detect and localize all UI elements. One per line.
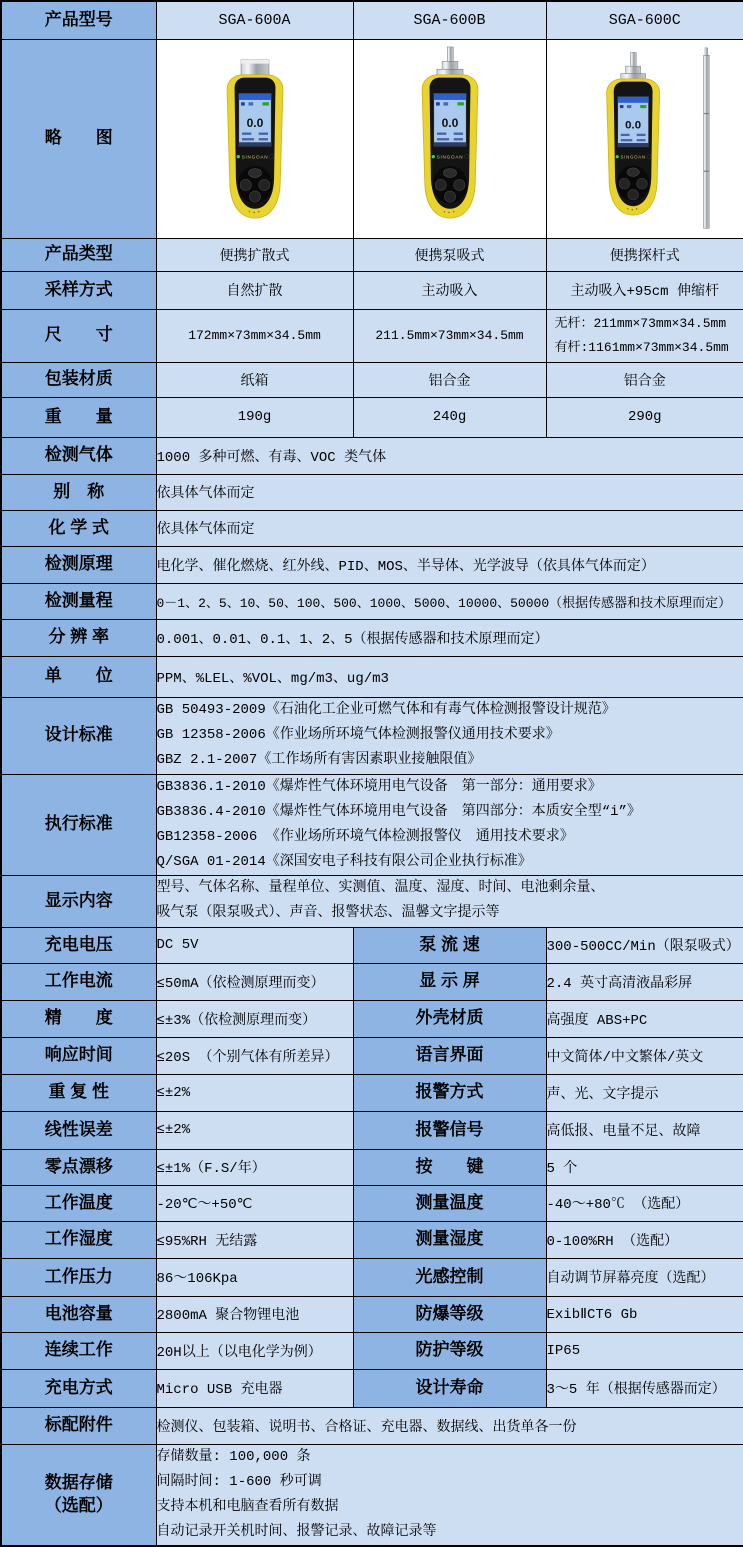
device-photo-cell-b bbox=[353, 39, 546, 238]
device-image-sga-600b bbox=[380, 46, 520, 232]
label-charging-method: 充电方式 bbox=[1, 1369, 156, 1407]
power-icon bbox=[269, 154, 273, 158]
button-pad bbox=[237, 165, 271, 202]
label-exec-standard: 执行标准 bbox=[1, 774, 156, 875]
label-sampling: 采样方式 bbox=[1, 271, 156, 309]
row-response-language bbox=[1, 1037, 743, 1074]
working-pressure-value: 86～106Kpa bbox=[156, 1258, 353, 1296]
continuous-work-value: 20H以上（以电化学为例） bbox=[156, 1332, 353, 1369]
chemical-formula-value: 依具体气体而定 bbox=[156, 510, 743, 546]
measure-humidity-value: 0-100%RH （选配） bbox=[546, 1221, 743, 1258]
display-content-line: 型号、气体名称、量程单位、实测值、温度、湿度、时间、电池剩余量、 bbox=[157, 876, 743, 901]
power-icon bbox=[464, 154, 468, 158]
label-display-screen: 显 示 屏 bbox=[353, 963, 546, 1000]
data-storage-line: 自动记录开关机时间、报警记录、故障记录等 bbox=[157, 1520, 743, 1545]
display-content-line: 吸气泵（限泵吸式）、声音、报警状态、温馨文字提示等 bbox=[157, 901, 743, 926]
working-current-value: ≤50mA（依检测原理而变） bbox=[156, 963, 353, 1000]
label-design-life: 设计寿命 bbox=[353, 1369, 546, 1407]
detect-principle-value: 电化学、催化燃烧、红外线、PID、MOS、半导体、光学波导（依具体气体而定） bbox=[156, 546, 743, 583]
data-storage-line: 间隔时间: 1-600 秒可调 bbox=[157, 1470, 743, 1495]
dimensions-a: 172mm×73mm×34.5mm bbox=[156, 309, 353, 362]
dimensions-b: 211.5mm×73mm×34.5mm bbox=[353, 309, 546, 362]
label-detect-gas: 检测气体 bbox=[1, 437, 156, 474]
light-sense-control-value: 自动调节屏幕亮度（选配） bbox=[546, 1258, 743, 1296]
row-linearity-alarm-signal bbox=[1, 1111, 743, 1149]
row-accessories bbox=[1, 1407, 743, 1444]
battery-icon bbox=[640, 105, 646, 108]
packing-c: 铝合金 bbox=[546, 362, 743, 397]
label-detect-principle: 检测原理 bbox=[1, 546, 156, 583]
label-sketch: 略 图 bbox=[1, 39, 156, 238]
label-linearity-error: 线性误差 bbox=[1, 1111, 156, 1149]
row-alias bbox=[1, 474, 743, 510]
lcd-screen bbox=[433, 93, 466, 146]
row-charge-voltage-pump-flow bbox=[1, 927, 743, 963]
packing-b: 铝合金 bbox=[353, 362, 546, 397]
alarm-mode-value: 声、光、文字提示 bbox=[546, 1074, 743, 1111]
unit-value: PPM、%LEL、%VOL、mg/m3、ug/m3 bbox=[156, 656, 743, 697]
brand-text: SINGOAN bbox=[620, 154, 645, 159]
screen-reading: 0.0 bbox=[625, 119, 641, 131]
label-response-time: 响应时间 bbox=[1, 1037, 156, 1074]
dimensions-c-line1: 无杆：211mm×73mm×34.5mm bbox=[549, 312, 742, 336]
label-chemical-formula: 化 学 式 bbox=[1, 510, 156, 546]
button-pad bbox=[617, 165, 650, 200]
row-exec-standard bbox=[1, 774, 743, 875]
measure-temp-value: -40～+80℃ （选配） bbox=[546, 1185, 743, 1221]
row-chemical-formula bbox=[1, 510, 743, 546]
exec-standard-line: GB3836.1-2010《爆炸性气体环境用电气设备 第一部分：通用要求》 bbox=[157, 775, 743, 800]
label-design-standard: 设计标准 bbox=[1, 697, 156, 774]
design-standard-value bbox=[156, 697, 743, 774]
battery-icon bbox=[457, 102, 464, 105]
label-explosion-proof-grade: 防爆等级 bbox=[353, 1296, 546, 1332]
row-unit bbox=[1, 656, 743, 697]
exec-standard-line: Q/SGA 01-2014《深国安电子科技有限公司企业执行标准》 bbox=[157, 850, 743, 875]
row-display-content bbox=[1, 875, 743, 927]
row-accuracy-shell bbox=[1, 1000, 743, 1037]
model-name-a: SGA-600A bbox=[156, 1, 353, 39]
repeatability-value: ≤±2% bbox=[156, 1074, 353, 1111]
label-language-ui: 语言界面 bbox=[353, 1037, 546, 1074]
status-led bbox=[431, 154, 434, 157]
linearity-error-value: ≤±2% bbox=[156, 1111, 353, 1149]
weight-a: 190g bbox=[156, 397, 353, 437]
label-alarm-signal: 报警信号 bbox=[353, 1111, 546, 1149]
working-humidity-value: ≤95%RH 无结露 bbox=[156, 1221, 353, 1258]
resolution-value: 0.001、0.01、0.1、1、2、5（根据传感器和技术原理而定） bbox=[156, 619, 743, 656]
label-dimensions: 尺 寸 bbox=[1, 309, 156, 362]
accuracy-value: ≤±3%（依检测原理而变） bbox=[156, 1000, 353, 1037]
label-weight: 重 量 bbox=[1, 397, 156, 437]
row-pressure-light-control bbox=[1, 1258, 743, 1296]
row-product-model bbox=[1, 1, 743, 39]
label-alias: 别 称 bbox=[1, 474, 156, 510]
design-standard-line: GB 12358-2006《作业场所环境气体检测报警仪通用技术要求》 bbox=[157, 723, 743, 748]
label-keys: 按 键 bbox=[353, 1149, 546, 1185]
screen-reading: 0.0 bbox=[246, 115, 263, 129]
working-temp-value: -20℃～+50℃ bbox=[156, 1185, 353, 1221]
model-name-b: SGA-600B bbox=[353, 1, 546, 39]
sampling-c: 主动吸入+95cm 伸缩杆 bbox=[546, 271, 743, 309]
row-current-display bbox=[1, 963, 743, 1000]
row-detect-range bbox=[1, 583, 743, 619]
label-repeatability: 重 复 性 bbox=[1, 1074, 156, 1111]
accessories-value: 检测仪、包装箱、说明书、合格证、充电器、数据线、出货单各一份 bbox=[156, 1407, 743, 1444]
design-standard-line: GBZ 2.1-2007《工作场所有害因素职业接触限值》 bbox=[157, 748, 743, 773]
row-continuous-work-protection bbox=[1, 1332, 743, 1369]
zero-drift-value: ≤±1%（F.S/年） bbox=[156, 1149, 353, 1185]
row-design-standard bbox=[1, 697, 743, 774]
keys-value: 5 个 bbox=[546, 1149, 743, 1185]
data-storage-label-line1: 数据存储 bbox=[2, 1472, 156, 1495]
power-icon bbox=[647, 154, 651, 158]
label-packing: 包装材质 bbox=[1, 362, 156, 397]
row-packing bbox=[1, 362, 743, 397]
sampling-a: 自然扩散 bbox=[156, 271, 353, 309]
lcd-screen bbox=[238, 93, 271, 146]
label-protection-grade: 防护等级 bbox=[353, 1332, 546, 1369]
protection-grade-value: IP65 bbox=[546, 1332, 743, 1369]
brand-text: SINGOAN bbox=[436, 154, 463, 159]
label-pump-flow: 泵 流 速 bbox=[353, 927, 546, 963]
lcd-screen bbox=[617, 96, 648, 146]
row-weight bbox=[1, 397, 743, 437]
label-detect-range: 检测量程 bbox=[1, 583, 156, 619]
charge-voltage-value: DC 5V bbox=[156, 927, 353, 963]
packing-a: 纸箱 bbox=[156, 362, 353, 397]
exec-standard-line: GB3836.4-2010《爆炸性气体环境用电气设备 第四部分：本质安全型“i”》 bbox=[157, 800, 743, 825]
battery-icon bbox=[262, 102, 269, 105]
label-charge-voltage: 充电电压 bbox=[1, 927, 156, 963]
device-image-sga-600a bbox=[185, 46, 325, 232]
row-detect-gas bbox=[1, 437, 743, 474]
row-sketch bbox=[1, 39, 743, 238]
sampling-b: 主动吸入 bbox=[353, 271, 546, 309]
weight-b: 240g bbox=[353, 397, 546, 437]
label-working-humidity: 工作湿度 bbox=[1, 1221, 156, 1258]
model-name-c: SGA-600C bbox=[546, 1, 743, 39]
exec-standard-value bbox=[156, 774, 743, 875]
row-charging-design-life bbox=[1, 1369, 743, 1407]
button-pad bbox=[432, 165, 466, 202]
display-content-value bbox=[156, 875, 743, 927]
detect-range-value: 0－1、2、5、10、50、100、500、1000、5000、10000、50000（根据传感器和技术原理而定） bbox=[156, 583, 743, 619]
telescopic-rod bbox=[703, 47, 709, 227]
row-battery-explosion-proof bbox=[1, 1296, 743, 1332]
response-time-value: ≤20S （个别气体有所差异） bbox=[156, 1037, 353, 1074]
row-data-storage bbox=[1, 1444, 743, 1546]
label-working-temp: 工作温度 bbox=[1, 1185, 156, 1221]
label-continuous-work: 连续工作 bbox=[1, 1332, 156, 1369]
data-storage-line: 存储数量: 100,000 条 bbox=[157, 1445, 743, 1470]
row-product-type bbox=[1, 238, 743, 271]
display-screen-value: 2.4 英寸高清液晶彩屏 bbox=[546, 963, 743, 1000]
label-data-storage bbox=[1, 1444, 156, 1546]
shell-material-value: 高强度 ABS+PC bbox=[546, 1000, 743, 1037]
label-display-content: 显示内容 bbox=[1, 875, 156, 927]
row-dimensions bbox=[1, 309, 743, 362]
label-alarm-mode: 报警方式 bbox=[353, 1074, 546, 1111]
row-repeatability-alarm-mode bbox=[1, 1074, 743, 1111]
label-zero-drift: 零点漂移 bbox=[1, 1149, 156, 1185]
row-work-temp-measure-temp bbox=[1, 1185, 743, 1221]
type-b: 便携泵吸式 bbox=[353, 238, 546, 271]
dimensions-c-line2: 有杆:1161mm×73mm×34.5mm bbox=[549, 336, 742, 360]
label-resolution: 分 辨 率 bbox=[1, 619, 156, 656]
explosion-proof-grade-value: ExibⅡCT6 Gb bbox=[546, 1296, 743, 1332]
row-zero-drift-keys bbox=[1, 1149, 743, 1185]
label-accuracy: 精 度 bbox=[1, 1000, 156, 1037]
screen-reading: 0.0 bbox=[441, 115, 458, 129]
type-c: 便携探杆式 bbox=[546, 238, 743, 271]
weight-c: 290g bbox=[546, 397, 743, 437]
device-photo-cell-a bbox=[156, 39, 353, 238]
type-a: 便携扩散式 bbox=[156, 238, 353, 271]
row-work-humidity-measure-humidity bbox=[1, 1221, 743, 1258]
design-standard-line: GB 50493-2009《石油化工企业可燃气体和有毒气体检测报警设计规范》 bbox=[157, 698, 743, 723]
alias-value: 依具体气体而定 bbox=[156, 474, 743, 510]
device-photo-cell-c bbox=[546, 39, 743, 238]
row-detect-principle bbox=[1, 546, 743, 583]
status-led bbox=[236, 154, 239, 157]
label-shell-material: 外壳材质 bbox=[353, 1000, 546, 1037]
label-product-type: 产品类型 bbox=[1, 238, 156, 271]
data-storage-label-line2: （选配） bbox=[2, 1495, 156, 1518]
language-ui-value: 中文简体/中文繁体/英文 bbox=[546, 1037, 743, 1074]
detect-gas-value: 1000 多种可燃、有毒、VOC 类气体 bbox=[156, 437, 743, 474]
label-measure-humidity: 测量湿度 bbox=[353, 1221, 546, 1258]
exec-standard-line: GB12358-2006 《作业场所环境气体检测报警仪 通用技术要求》 bbox=[157, 825, 743, 850]
label-unit: 单 位 bbox=[1, 656, 156, 697]
brand-text: SINGOAN bbox=[241, 154, 268, 159]
label-measure-temp: 测量温度 bbox=[353, 1185, 546, 1221]
row-sampling bbox=[1, 271, 743, 309]
row-resolution bbox=[1, 619, 743, 656]
data-storage-value bbox=[156, 1444, 743, 1546]
label-working-current: 工作电流 bbox=[1, 963, 156, 1000]
device-image-sga-600c bbox=[571, 46, 719, 232]
battery-capacity-value: 2800mA 聚合物锂电池 bbox=[156, 1296, 353, 1332]
label-product-model: 产品型号 bbox=[1, 1, 156, 39]
charging-method-value: Micro USB 充电器 bbox=[156, 1369, 353, 1407]
label-battery-capacity: 电池容量 bbox=[1, 1296, 156, 1332]
data-storage-line: 支持本机和电脑查看所有数据 bbox=[157, 1495, 743, 1520]
dimensions-c bbox=[546, 309, 743, 362]
pump-flow-value: 300-500CC/Min（限泵吸式） bbox=[546, 927, 743, 963]
label-working-pressure: 工作压力 bbox=[1, 1258, 156, 1296]
alarm-signal-value: 高低报、电量不足、故障 bbox=[546, 1111, 743, 1149]
design-life-value: 3～5 年（根据传感器而定） bbox=[546, 1369, 743, 1407]
label-light-sense-control: 光感控制 bbox=[353, 1258, 546, 1296]
label-accessories: 标配附件 bbox=[1, 1407, 156, 1444]
status-led bbox=[615, 155, 618, 158]
